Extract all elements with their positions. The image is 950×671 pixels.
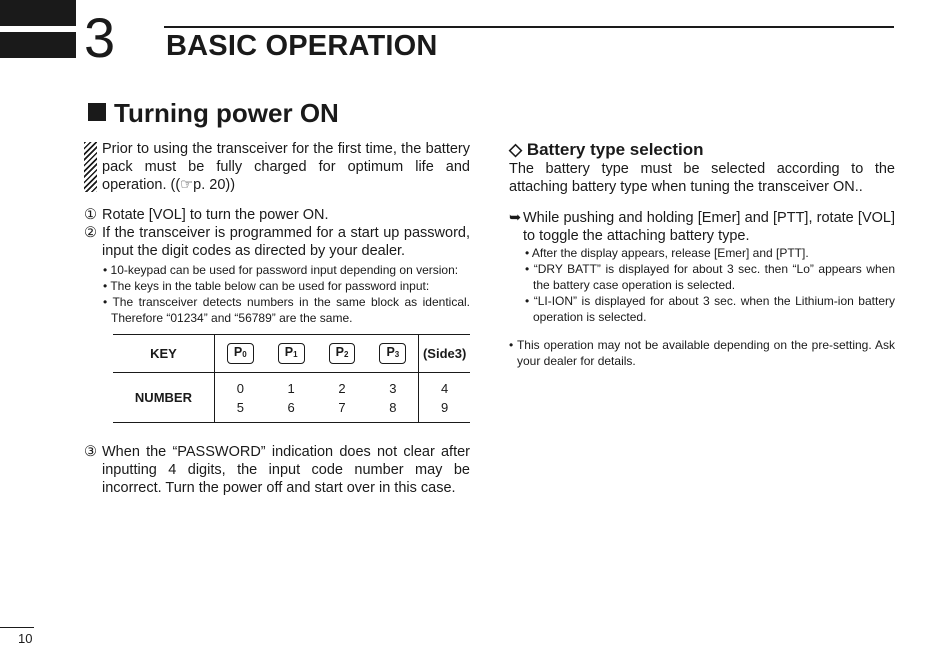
number-cell: 0 5 (214, 373, 265, 423)
section-title-text: Turning power ON (114, 98, 339, 128)
chapter-title: BASIC OPERATION (166, 30, 438, 62)
step-1-text: Rotate [VOL] to turn the power ON. (102, 207, 329, 223)
key-header: KEY (113, 335, 214, 373)
step-3-text: When the “PASSWORD” indication does not clear after inputting 4 digits, the input code number may be incorrect. Turn the power off and start over in this case. (102, 444, 470, 496)
password-bullet: • 10-keypad can be used for password input depending on version: (103, 263, 459, 277)
battery-type-heading (509, 140, 895, 160)
password-bullet: • The keys in the table below can be used for password input: (103, 279, 430, 293)
note-hatch-icon (84, 142, 97, 192)
chapter-tab-bar-bottom (0, 32, 76, 58)
header-rule (164, 26, 894, 28)
step-2-text: If the transceiver is programmed for a start up password, input the digit codes as directed by your dealer. (102, 225, 470, 259)
p2-key: $P_2$ (329, 343, 356, 364)
battery-intro: The battery type must be selected according to the attaching battery type when tuning the transceiver ON.. (509, 161, 895, 195)
number-cell: 3 8 (367, 373, 418, 423)
table-row (113, 373, 470, 423)
step-1 (84, 206, 470, 224)
page-number: 10 (18, 631, 33, 646)
battery-bullet: • “LI-ION” is displayed for about 3 sec. when the Lithium-ion battery operation is selected. (525, 294, 895, 324)
battery-footnote: • This operation may not be available depending on the pre-setting. Ask your dealer for details. (509, 338, 895, 368)
step-1-number: ① (84, 207, 97, 223)
step-2 (84, 224, 470, 260)
square-bullet-icon (88, 103, 106, 121)
charge-note (84, 140, 470, 194)
arrow-icon: ➥ (509, 210, 522, 226)
battery-type-heading-text: Battery type selection (526, 140, 704, 159)
charge-note-text: Prior to using the transceiver for the first time, the battery pack must be fully charged for optimum life and operation. ((☞p. 20)) (102, 141, 470, 193)
right-column (509, 140, 895, 369)
chapter-number: 3 (84, 6, 116, 69)
battery-bullet: • After the display appears, release [Emer] and [PTT]. (525, 246, 809, 260)
side3-key: (Side3) (419, 335, 470, 373)
left-column (84, 140, 470, 497)
step-2-number: ② (84, 225, 97, 241)
battery-instruction (509, 209, 895, 245)
chapter-tab-bar-top (0, 0, 76, 26)
battery-bullet: • “DRY BATT” is displayed for about 3 sec. then “Lo” appears when the battery case operation is selected. (525, 262, 895, 292)
p3-key: $P_3$ (379, 343, 406, 364)
step-3-number: ③ (84, 444, 97, 460)
page-number-rule (0, 627, 34, 628)
password-bullet: • The transceiver detects numbers in the same block as identical. Therefore “01234” and “56789” are the same. (103, 295, 470, 325)
section-title (88, 98, 339, 129)
number-cell: 1 6 (266, 373, 317, 423)
step-3 (84, 443, 470, 497)
p0-key: $P_0$ (227, 343, 254, 364)
number-header: NUMBER (113, 373, 214, 423)
battery-instruction-text: While pushing and holding [Emer] and [PTT], rotate [VOL] to toggle the attaching battery type. (523, 210, 895, 244)
password-key-table (113, 334, 470, 423)
diamond-icon: ◇ (509, 140, 523, 159)
number-cell: 2 7 (317, 373, 368, 423)
table-row (113, 335, 470, 373)
number-cell: 4 9 (419, 373, 470, 423)
p1-key: $P_1$ (278, 343, 305, 364)
